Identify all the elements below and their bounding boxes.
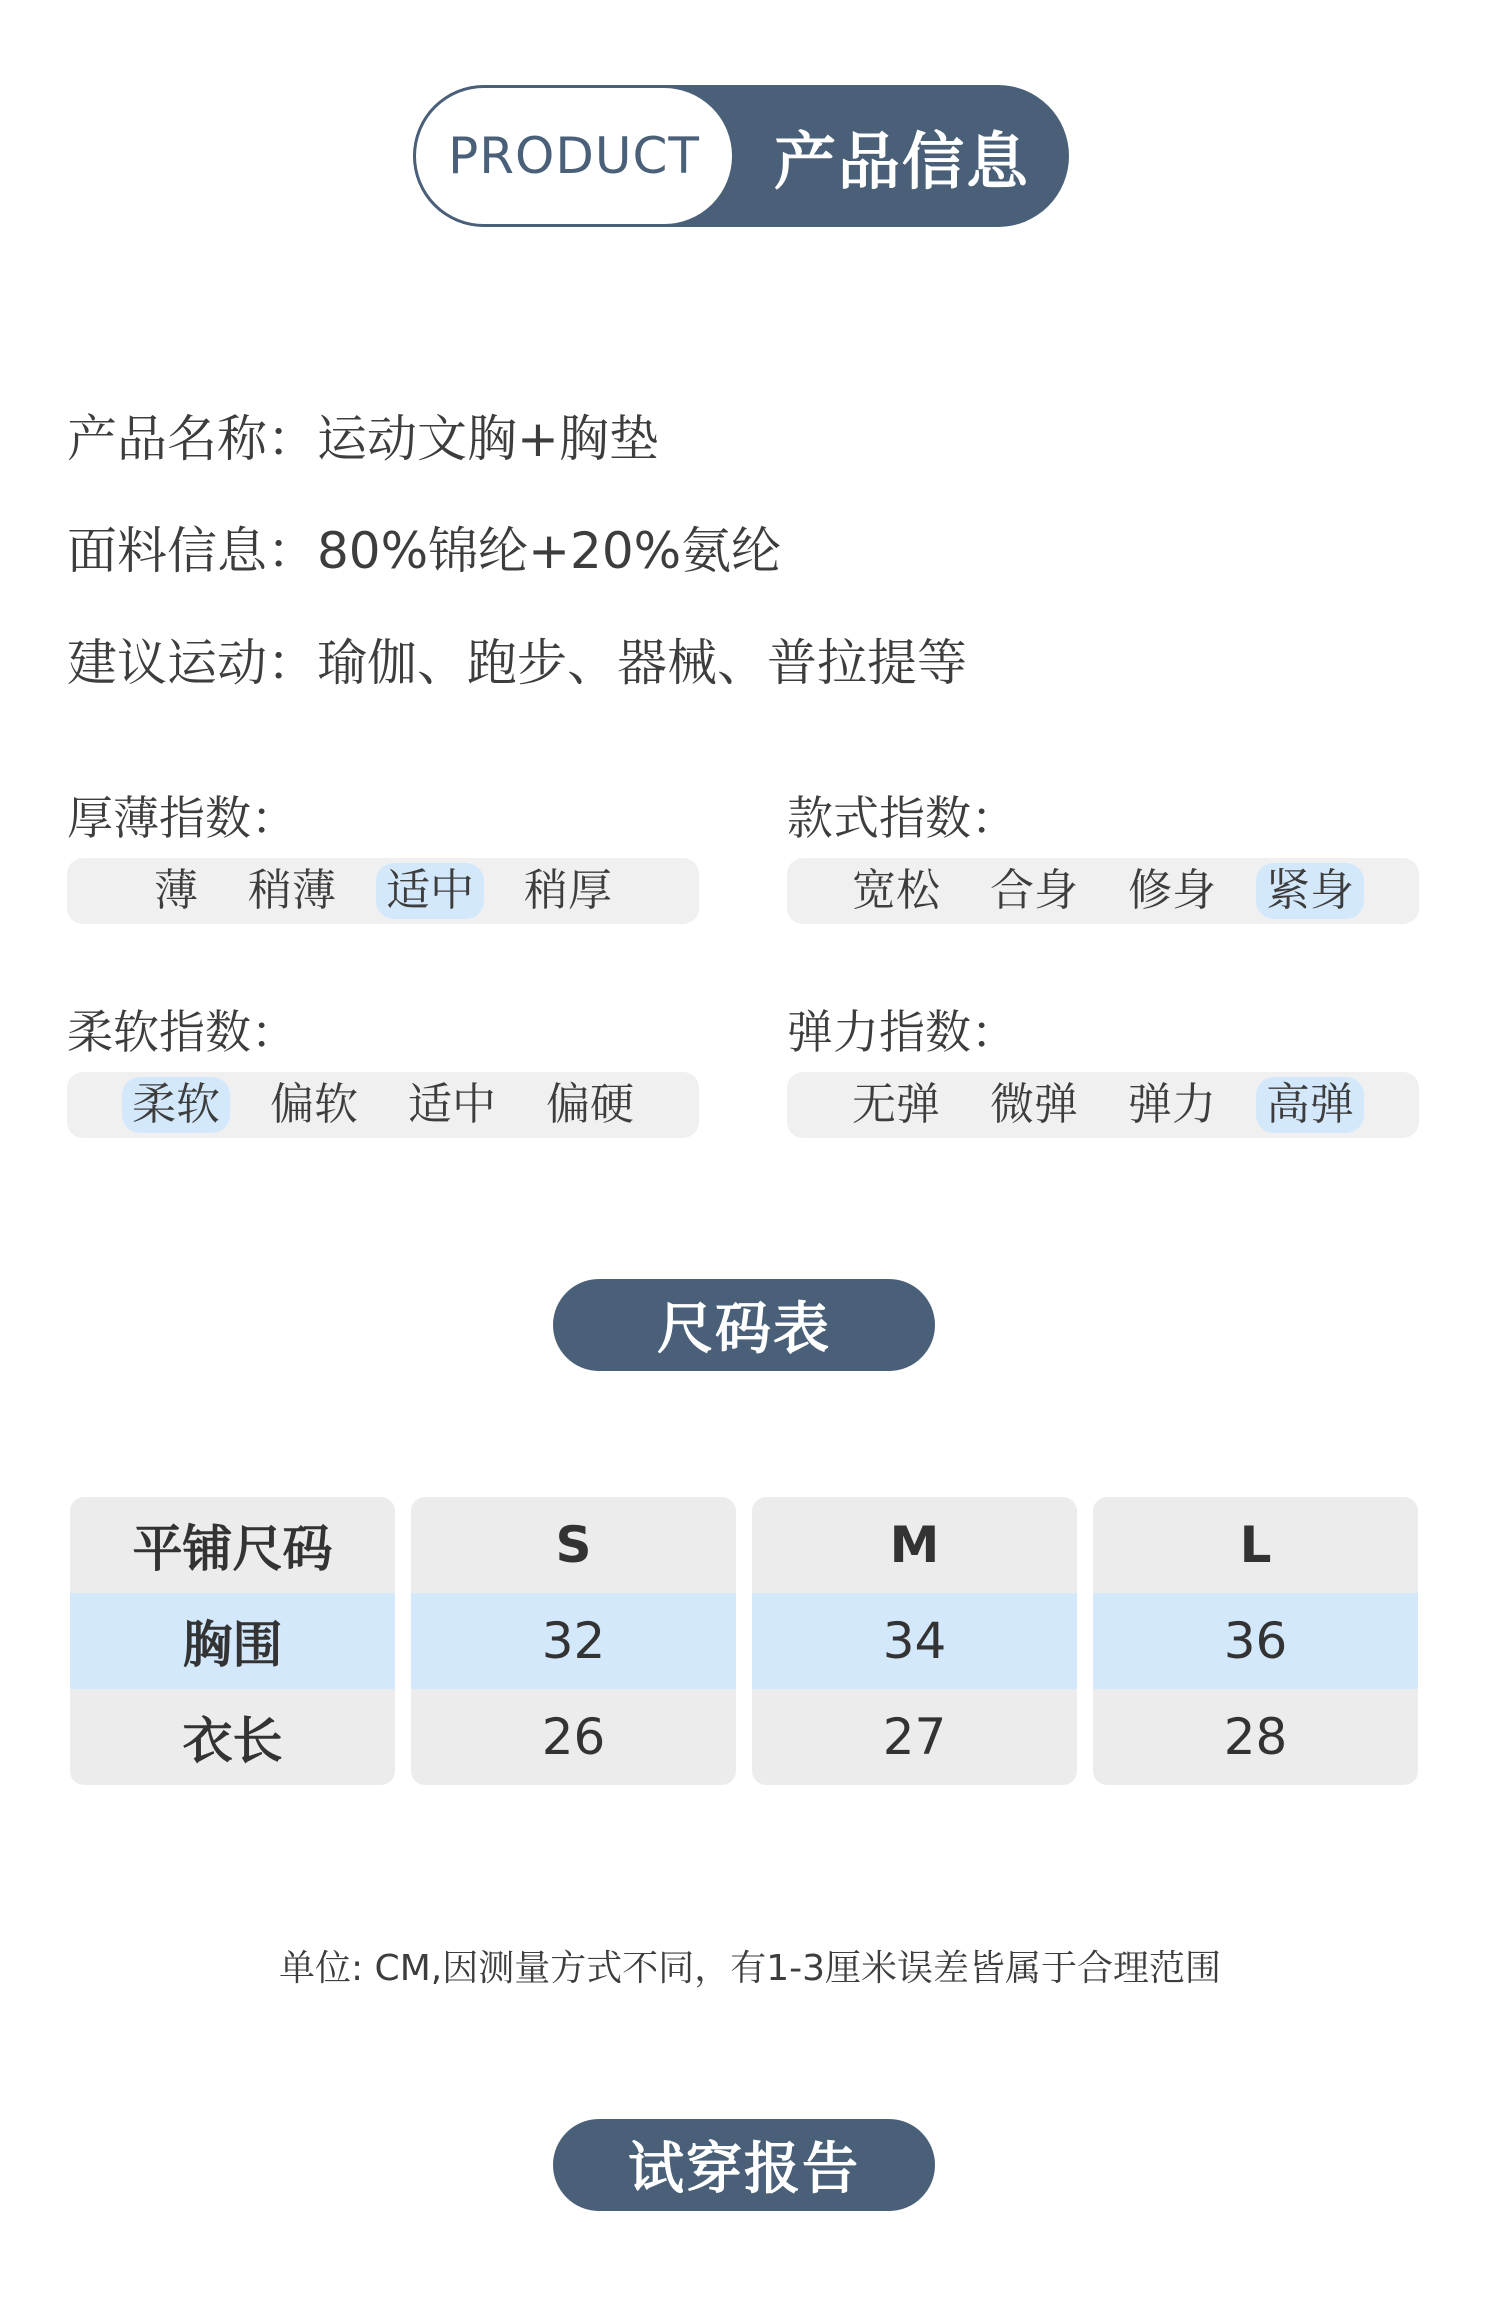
size-cell-value: 32 xyxy=(411,1593,736,1689)
thickness-option: 稍厚 xyxy=(524,865,612,916)
thickness-index-bar xyxy=(67,858,699,924)
softness-index-bar xyxy=(67,1072,699,1138)
size-cell-label: 衣长 xyxy=(70,1689,395,1785)
softness-option: 偏软 xyxy=(270,1079,358,1130)
thickness-option-active: 适中 xyxy=(376,863,484,919)
softness-option-active: 柔软 xyxy=(122,1077,230,1133)
size-cell-header: L xyxy=(1093,1497,1418,1593)
info-sports: 建议运动：瑜伽、跑步、器械、普拉提等 xyxy=(67,634,967,692)
thickness-option: 稍薄 xyxy=(248,865,336,916)
size-cell-header: 平铺尺码 xyxy=(70,1497,395,1593)
elasticity-index-title: 弹力指数： xyxy=(787,1005,1017,1059)
size-cell-value: 26 xyxy=(411,1689,736,1785)
style-option: 宽松 xyxy=(852,865,940,916)
size-cell-value: 34 xyxy=(752,1593,1077,1689)
style-option-active: 紧身 xyxy=(1256,863,1364,919)
size-cell-label: 胸围 xyxy=(70,1593,395,1689)
size-cell-header: S xyxy=(411,1497,736,1593)
size-chart-title: 尺码表 xyxy=(553,1279,935,1371)
elasticity-option-active: 高弹 xyxy=(1256,1077,1364,1133)
elasticity-option: 弹力 xyxy=(1128,1079,1216,1130)
info-fabric: 面料信息：80%锦纶+20%氨纶 xyxy=(67,522,782,580)
style-option: 合身 xyxy=(990,865,1078,916)
size-cell-value: 27 xyxy=(752,1689,1077,1785)
elasticity-option: 微弹 xyxy=(990,1079,1078,1130)
size-cell-value: 28 xyxy=(1093,1689,1418,1785)
size-cell-header: M xyxy=(752,1497,1077,1593)
size-table xyxy=(70,1497,1418,1785)
softness-option: 偏硬 xyxy=(546,1079,634,1130)
elasticity-index-bar xyxy=(787,1072,1419,1138)
style-index-bar xyxy=(787,858,1419,924)
trial-report-title: 试穿报告 xyxy=(553,2119,935,2211)
size-column-labels xyxy=(70,1497,395,1785)
header-pill xyxy=(413,85,1069,227)
size-column-l xyxy=(1093,1497,1418,1785)
info-product-name: 产品名称：运动文胸+胸垫 xyxy=(67,410,659,468)
size-column-m xyxy=(752,1497,1077,1785)
softness-option: 适中 xyxy=(408,1079,496,1130)
elasticity-option: 无弹 xyxy=(852,1079,940,1130)
style-option: 修身 xyxy=(1128,865,1216,916)
thickness-option: 薄 xyxy=(154,865,198,916)
size-unit-note: 单位: CM,因测量方式不同，有1-3厘米误差皆属于合理范围 xyxy=(278,1948,1221,1989)
header-en-label: PRODUCT xyxy=(413,85,735,227)
softness-index-title: 柔软指数： xyxy=(67,1005,297,1059)
header-cn-label: 产品信息 xyxy=(773,124,1030,198)
size-cell-value: 36 xyxy=(1093,1593,1418,1689)
size-column-s xyxy=(411,1497,736,1785)
style-index-title: 款式指数： xyxy=(787,791,1017,845)
thickness-index-title: 厚薄指数： xyxy=(67,791,297,845)
